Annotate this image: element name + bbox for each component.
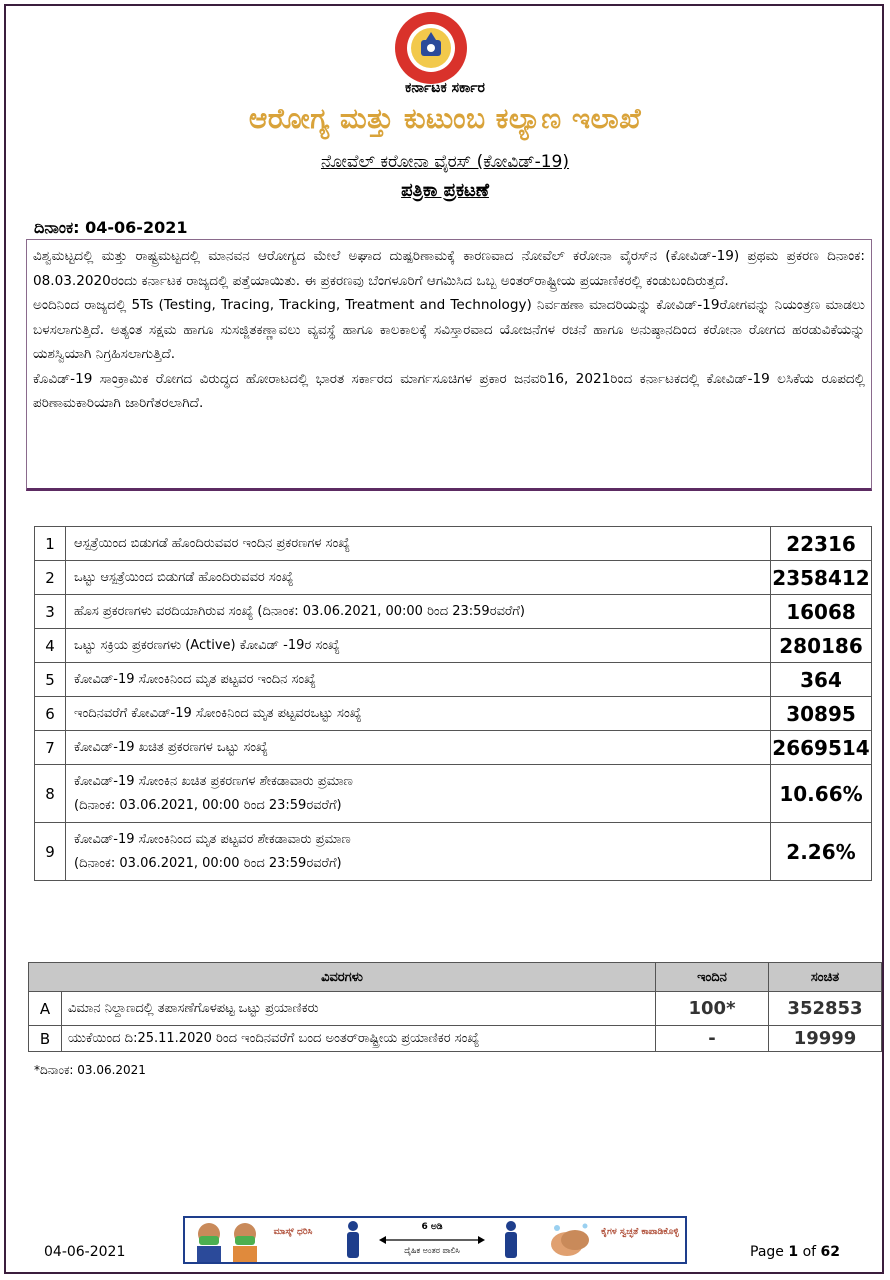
table-row (35, 595, 872, 629)
table-header-row (29, 963, 882, 992)
intro-paragraph: ಅಂದಿನಿಂದ ರಾಜ್ಯದಲ್ಲಿ 5Ts (Testing, Tracing, Tracking, Treatment and Technology) ನಿರ್ವಹಣಾ ಮಾದರಿಯನ್ನು ಕೋವಿಡ್-19ರೋಗವನ್ನು ನಿಯಂತ್ರಣ ಮಾಡಲು ಬಳಸಲಾಗುತ್ತಿದೆ. ಅತ್ಯಂತ ಸಕ್ಷಮ ಹಾಗೂ ಸುಸಜ್ಜಿತಕಣ್ಣಾವಲು ವ್ಯವಸ್ಥೆ ಹಾಗೂ ಕಾಲಕಾಲಕ್ಕೆ ಸವಿಸ್ತಾರವಾದ ಯೋಜನೆಗಳ ರಚನೆ ಹಾಗೂ ಅನುಷ್ಠಾನದಿಂದ ಕರೋನಾ ರೋಗದ ಹರಡುವಿಕೆಯನ್ನು ಯಶಸ್ವಿಯಾಗಿ ನಿಗ್ರಹಿಸಲಾಗುತ್ತಿದೆ. (33, 297, 865, 362)
row-description-cell (66, 731, 771, 765)
covid-stats-table (34, 526, 872, 881)
distance-text: ದೈಹಿಕ ಅಂತರ ಪಾಲಿಸಿ (404, 1246, 460, 1255)
row-value: 2.26% (771, 823, 872, 881)
row-value: 2669514 (771, 731, 872, 765)
footnote: *ದಿನಾಂಕ: 03.06.2021 (34, 1063, 146, 1077)
cumulative-value: 19999 (769, 1026, 882, 1052)
row-number: 3 (35, 595, 66, 629)
hygiene-text: ಕೈಗಳ ಸ್ವಚ್ಛತೆ ಕಾಪಾಡಿಕೊಳ್ಳಿ (601, 1227, 679, 1237)
row-number: 6 (35, 697, 66, 731)
details-header: ವಿವರಗಳು (29, 963, 656, 992)
hand-wash-icon (545, 1218, 597, 1262)
table-row (35, 629, 872, 663)
row-description-cell (66, 823, 771, 881)
person-icon (335, 1218, 371, 1262)
today-header: ಇಂದಿನ (656, 963, 769, 992)
row-description-cell (66, 527, 771, 561)
row-label: B (29, 1026, 62, 1052)
mask-text: ಮಾಸ್ಕ್ ಧರಿಸಿ (273, 1227, 313, 1237)
row-value: 16068 (771, 595, 872, 629)
row-description: ಇಂದಿನವರೆಗೆ ಕೋವಿಡ್-19 ಸೋಂಕಿನಿಂದ ಮೃತ ಪಟ್ಟವರಒಟ್ಟು ಸಂಖ್ಯೆ (74, 705, 362, 721)
row-number: 4 (35, 629, 66, 663)
today-value: - (656, 1026, 769, 1052)
subject-title: ನೋವೆಲ್ ಕರೋನಾ ವೈರಸ್ (ಕೋವಿಡ್-19) (320, 152, 570, 172)
safety-banner (183, 1216, 687, 1264)
intro-box (26, 239, 872, 491)
person-icon (493, 1218, 529, 1262)
row-number: 8 (35, 765, 66, 823)
table-row (29, 1026, 882, 1052)
row-value: 364 (771, 663, 872, 697)
row-number: 9 (35, 823, 66, 881)
row-description-date: (ದಿನಾಂಕ: 03.06.2021, 00:00 ರಿಂದ 23:59ರವರೆಗೆ) (74, 855, 342, 871)
mask-people-icon (189, 1218, 269, 1262)
row-description-cell (66, 561, 771, 595)
intro-paragraph: ಕೊವಿಡ್-19 ಸಾಂಕ್ರಾಮಿಕ ರೋಗದ ವಿರುದ್ಧದ ಹೋರಾಟದಲ್ಲಿ ಭಾರತ ಸರ್ಕಾರದ ಮಾರ್ಗಸೂಚಿಗಳ ಪ್ರಕಾರ ಜನವರಿ16, 2021ರಿಂದ ಕರ್ನಾಟಕದಲ್ಲಿ ಕೋವಿಡ್-19 ಲಸಿಕೆಯ ರೂಪದಲ್ಲಿ ಪರಿಣಾಮಕಾರಿಯಾಗಿ ಜಾರಿಗೆತರಲಾಗಿದೆ. (33, 370, 865, 411)
row-description: ಯುಕೆಯಿಂದ ದಿ:25.11.2020 ರಿಂದ ಇಂದಿನವರೆಗೆ ಬಂದ ಅಂತರ್‌ರಾಷ್ಟ್ರೀಯ ಪ್ರಯಾಣಿಕರ ಸಂಖ್ಯೆ (62, 1026, 656, 1052)
row-description-cell (66, 765, 771, 823)
distance-label: 6 ಅಡಿ (421, 1222, 443, 1232)
row-description: ಹೊಸ ಪ್ರಕರಣಗಳು ವರದಿಯಾಗಿರುವ ಸಂಖ್ಯೆ (ದಿನಾಂಕ: 03.06.2021, 00:00 ರಿಂದ 23:59ರವರೆಗೆ) (74, 603, 525, 619)
row-value: 2358412 (771, 561, 872, 595)
cumulative-header: ಸಂಚಿತ (769, 963, 882, 992)
department-title: ಆರೋಗ್ಯ ಮತ್ತು ಕುಟುಂಬ ಕಲ್ಯಾಣ ಇಲಾಖೆ (248, 102, 642, 135)
release-date: ದಿನಾಂಕ: 04-06-2021 (34, 218, 188, 237)
row-number: 1 (35, 527, 66, 561)
cumulative-value: 352853 (769, 992, 882, 1026)
row-description-cell (66, 663, 771, 697)
row-description: ಕೋವಿಡ್-19 ಸೋಂಕಿನಿಂದ ಮೃತ ಪಟ್ಟವರ ಇಂದಿನ ಸಂಖ್ಯೆ (74, 671, 316, 687)
row-description-date: (ದಿನಾಂಕ: 03.06.2021, 00:00 ರಿಂದ 23:59ರವರೆಗೆ) (74, 797, 342, 813)
row-description-cell (66, 629, 771, 663)
row-number: 5 (35, 663, 66, 697)
row-description: ಕೋವಿಡ್-19 ಖಚಿತ ಪ್ರಕರಣಗಳ ಒಟ್ಟು ಸಂಖ್ಯೆ (74, 739, 268, 755)
table-row (35, 663, 872, 697)
row-value: 30895 (771, 697, 872, 731)
row-description: ವಿಮಾನ ನಿಲ್ದಾಣದಲ್ಲಿ ತಪಾಸಣೆಗೊಳಪಟ್ಟ ಒಟ್ಟು ಪ್ರಯಾಣಿಕರು (62, 992, 656, 1026)
table-row (35, 527, 872, 561)
travel-table (28, 962, 882, 1052)
press-release-label: ಪತ್ರಿಕಾ ಪ್ರಕಟಣೆ (401, 180, 489, 201)
today-value: 100* (656, 992, 769, 1026)
row-number: 2 (35, 561, 66, 595)
table-row (35, 765, 872, 823)
table-row (35, 731, 872, 765)
row-value: 280186 (771, 629, 872, 663)
row-description-cell (66, 595, 771, 629)
intro-paragraph: ವಿಶ್ವಮಟ್ಟದಲ್ಲಿ ಮತ್ತು ರಾಷ್ಟ್ರಮಟ್ಟದಲ್ಲಿ ಮಾನವನ ಆರೋಗ್ಯದ ಮೇಲೆ ಅಘಾದ ದುಷ್ಪರಿಣಾಮಕ್ಕೆ ಕಾರಣವಾದ ನೋವೆಲ್ ಕರೋನಾ ವೈರಸ್‌ನ (ಕೋವಿಡ್-19) ಪ್ರಥಮ ಪ್ರಕರಣ ದಿನಾಂಕ: 08.03.2020ರಂದು ಕರ್ನಾಟಕ ರಾಜ್ಯದಲ್ಲಿ ಪತ್ತೆಯಾಯಿತು. ಈ ಪ್ರಕರಣವು ಬೆಂಗಳೂರಿಗೆ ಆಗಮಿಸಿದ ಒಬ್ಬ ಅಂತರ್‌ರಾಷ್ಟ್ರೀಯ ಪ್ರಯಾಣಿಕರಲ್ಲಿ ಕಂಡುಬಂದಿರುತ್ತದೆ. (33, 248, 865, 289)
row-number: 7 (35, 731, 66, 765)
government-name: ಕರ್ನಾಟಕ ಸರ್ಕಾರ (405, 80, 485, 96)
page-number: Page 1 of 62 (750, 1244, 840, 1260)
row-value: 22316 (771, 527, 872, 561)
table-row (35, 823, 872, 881)
table-row (35, 697, 872, 731)
row-description: ಕೋವಿಡ್-19 ಸೋಂಕಿನ ಖಚಿತ ಪ್ರಕರಣಗಳ ಶೇಕಡಾವಾರು ಪ್ರಮಾಣ (74, 773, 353, 789)
table-row (29, 992, 882, 1026)
row-description: ಕೋವಿಡ್-19 ಸೋಂಕಿನಿಂದ ಮೃತ ಪಟ್ಟವರ ಶೇಕಡಾವಾರು ಪ್ರಮಾಣ (74, 831, 351, 847)
row-description: ಒಟ್ಟು ಆಸ್ಪತ್ರೆಯಿಂದ ಬಿಡುಗಡೆ ಹೊಂದಿರುವವರ ಸಂಖ್ಯೆ (74, 569, 294, 585)
table-row (35, 561, 872, 595)
row-value: 10.66% (771, 765, 872, 823)
footer-date: 04-06-2021 (44, 1244, 126, 1260)
row-description: ಒಟ್ಟು ಸಕ್ರಿಯ ಪ್ರಕರಣಗಳು (Active) ಕೋವಿಡ್ -19ರ ಸಂಖ್ಯೆ (74, 637, 340, 653)
row-description-cell (66, 697, 771, 731)
row-description: ಆಸ್ಪತ್ರೆಯಿಂದ ಬಿಡುಗಡೆ ಹೊಂದಿರುವವರ ಇಂದಿನ ಪ್ರಕರಣಗಳ ಸಂಖ್ಯೆ (74, 535, 350, 551)
karnataka-seal-icon (387, 10, 475, 86)
row-label: A (29, 992, 62, 1026)
